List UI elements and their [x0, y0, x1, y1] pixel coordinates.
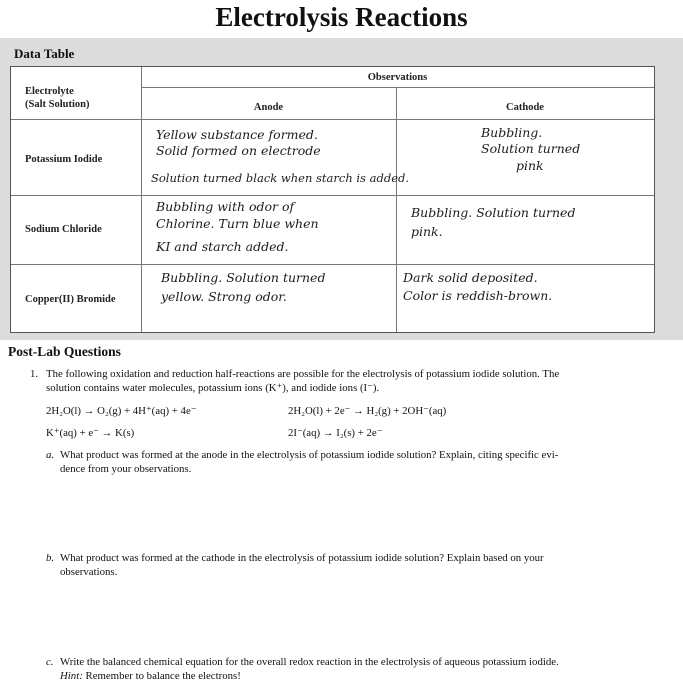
row-divider — [141, 87, 654, 88]
cathode-observation-line: Bubbling. Solution turned — [411, 205, 576, 220]
row-electrolyte-copper-bromide: Copper(II) Bromide — [25, 294, 116, 305]
half-reaction: 2H₂O(l) → O₂(g) + 4H⁺(aq) + 4e⁻ — [46, 405, 197, 417]
question-c-letter: c. — [46, 656, 54, 668]
question-c-hint — [60, 670, 660, 683]
header-anode: Anode — [253, 102, 284, 113]
half-reaction: 2I⁻(aq) → I₂(s) + 2e⁻ — [288, 427, 383, 439]
anode-observation-line: KI and starch added. — [156, 239, 289, 254]
anode-observation-line: Bubbling with odor of — [156, 199, 295, 214]
header-observations: Observations — [367, 72, 428, 83]
row-electrolyte-potassium-iodide: Potassium Iodide — [25, 154, 103, 165]
half-reaction: K⁺(aq) + e⁻ → K(s) — [46, 427, 135, 439]
hint-label: Hint: — [60, 670, 83, 682]
anode-observation-line: yellow. Strong odor. — [161, 289, 287, 304]
question-a-text: dence from your observations. — [60, 463, 192, 475]
anode-observation-line: Bubbling. Solution turned — [161, 270, 326, 285]
cathode-observation-line: Bubbling. — [481, 125, 543, 140]
header-electrolyte: Electrolyte (Salt Solution) — [25, 86, 90, 110]
post-lab-heading: Post-Lab Questions — [8, 344, 121, 359]
row-divider — [11, 119, 654, 120]
question-1-text: solution contains water molecules, potassium ions (K⁺), and iodide ions (I⁻). — [46, 382, 380, 394]
column-divider — [396, 87, 397, 332]
cathode-observation-line: Color is reddish-brown. — [403, 288, 553, 303]
data-table-label: Data Table — [14, 46, 75, 61]
question-b-text: observations. — [60, 566, 118, 578]
anode-observation-line: Solution turned black when starch is added. — [151, 171, 410, 185]
hint-text: Remember to balance the electrons! — [85, 670, 241, 682]
row-divider — [11, 195, 654, 196]
question-b-letter: b. — [46, 552, 55, 564]
cathode-observation-line: Solution turned — [481, 141, 581, 156]
page-title: Electrolysis Reactions — [215, 2, 468, 32]
anode-observation-line: Yellow substance formed. — [156, 127, 318, 142]
question-c-text: Write the balanced chemical equation for the overall redox reaction in the electrolysis of aqueous potassium iodide. — [60, 656, 559, 668]
question-b-text: What product was formed at the cathode in the electrolysis of potassium iodide solution? Explain based on your — [60, 552, 544, 564]
header-cathode: Cathode — [506, 102, 544, 113]
row-electrolyte-sodium-chloride: Sodium Chloride — [25, 224, 102, 235]
row-divider — [11, 264, 654, 265]
data-table — [10, 66, 655, 333]
cathode-observation-line: pink. — [411, 224, 443, 239]
question-a-text: What product was formed at the anode in the electrolysis of potassium iodide solution? Explain, citing specific evi- — [60, 449, 559, 461]
question-1-number: 1. — [30, 368, 39, 380]
anode-observation-line: Solid formed on electrode — [156, 143, 321, 158]
question-1-text: The following oxidation and reduction half-reactions are possible for the electrolysis of potassium iodide solution. The — [46, 368, 560, 380]
cathode-observation-line: Dark solid deposited. — [403, 270, 538, 285]
half-reaction: 2H₂O(l) + 2e⁻ → H₂(g) + 2OH⁻(aq) — [288, 405, 447, 417]
question-a-letter: a. — [46, 449, 55, 461]
cathode-observation-line: pink — [516, 158, 544, 173]
anode-observation-line: Chlorine. Turn blue when — [156, 216, 319, 231]
